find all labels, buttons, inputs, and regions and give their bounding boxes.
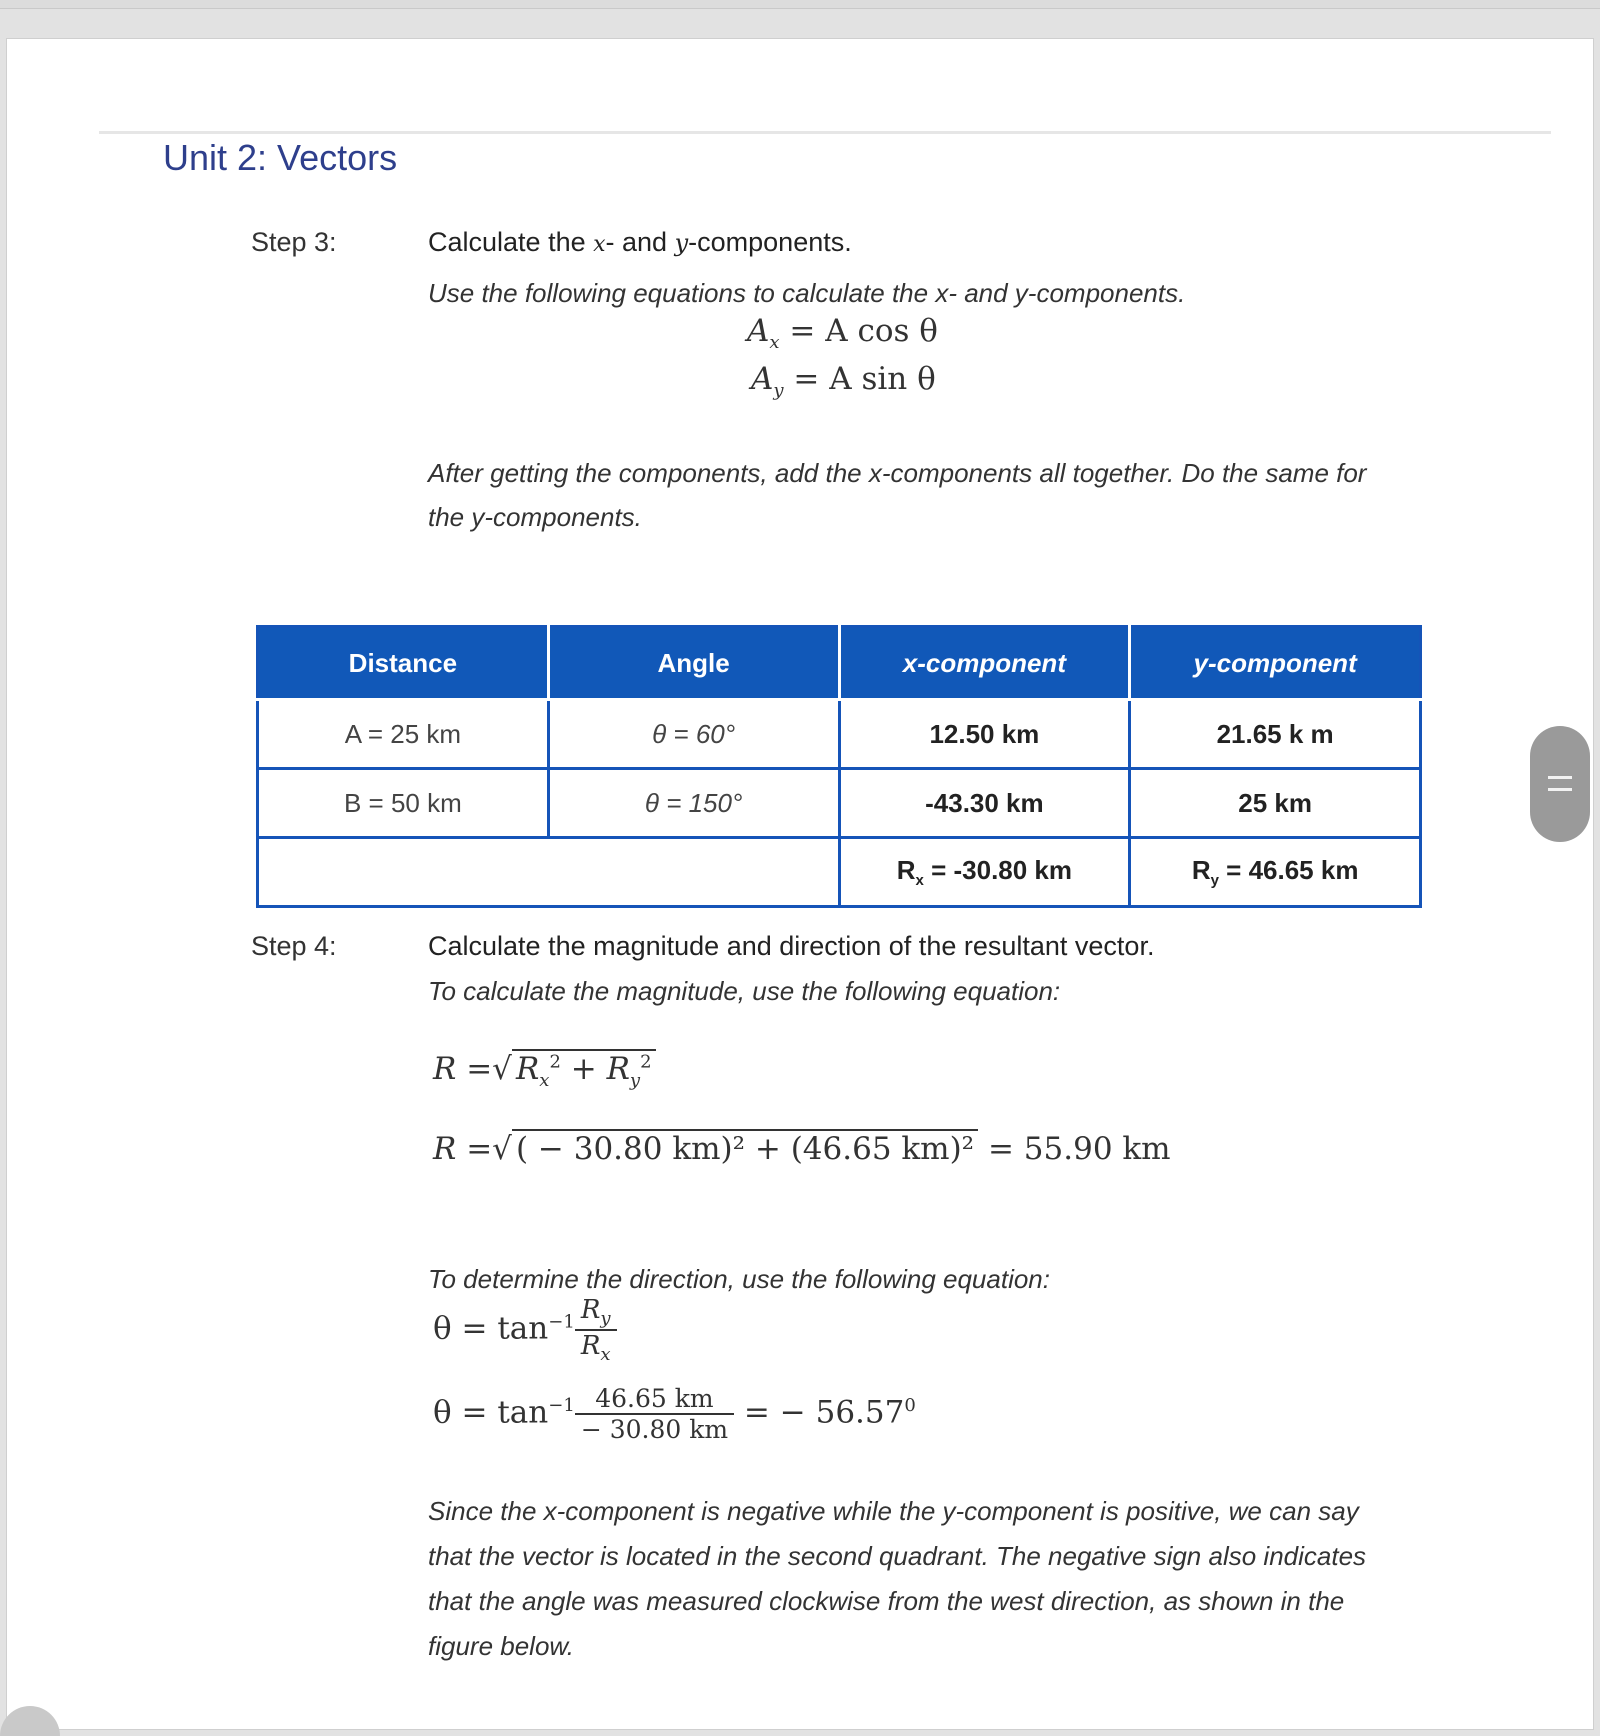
direction-formula: $\theta = \tan^{-1}$ $\frac{R_y}{R_x}$ (433, 1295, 617, 1365)
header-angle: Angle (548, 627, 839, 700)
grip-line-icon (1548, 776, 1572, 779)
equation-ax: $A_x = A$ cos θ (747, 313, 938, 354)
header-x-component: x-component (839, 627, 1130, 700)
header-rule (99, 131, 1551, 134)
table-row (258, 769, 1421, 838)
table-row (258, 700, 1421, 769)
magnitude-calculation: R =√ ( − 30.80 km)² + (46.65 km)² = 55.90 km (433, 1131, 1171, 1167)
cell-distance: A = 25 km (258, 700, 549, 769)
top-bar (0, 0, 1600, 9)
cell-y: 25 km (1130, 769, 1421, 838)
step3-after-line2: the y-components. (428, 502, 642, 532)
cell-x: 12.50 km (839, 700, 1130, 769)
magnitude-intro: To calculate the magnitude, use the following equation: (428, 976, 1061, 1006)
step4-heading: Calculate the magnitude and direction of the resultant vector. (428, 931, 1155, 961)
conclusion-line2: that the vector is located in the second quadrant. The negative sign also indicates (428, 1541, 1367, 1571)
cell-rx: $R_x = -30.80$ km (839, 838, 1130, 907)
step3-label: Step 3: (251, 227, 337, 257)
step3-after-line1: After getting the components, add the x-components all together. Do the same for (428, 458, 1367, 488)
cell-angle: θ = 150° (548, 769, 839, 838)
table-total-row (258, 838, 1421, 907)
magnitude-formula: R =√ $R_x^2 + R_y^2$ (433, 1049, 656, 1091)
cell-ry: $R_y = 46.65$ km (1130, 838, 1421, 907)
conclusion-line4: figure below. (428, 1631, 574, 1661)
conclusion-line3: that the angle was measured clockwise from the west direction, as shown in the (428, 1586, 1345, 1616)
cell-y: 21.65 k m (1130, 700, 1421, 769)
page-title: Unit 2: Vectors (163, 137, 398, 178)
cell-distance: B = 50 km (258, 769, 549, 838)
direction-intro: To determine the direction, use the following equation: (428, 1264, 1050, 1294)
cell-x: -43.30 km (839, 769, 1130, 838)
step4-label: Step 4: (251, 931, 337, 961)
cell-angle: θ = 60° (548, 700, 839, 769)
table-header-row (258, 627, 1421, 700)
equation-ay: $A_y = A$ sin θ (751, 361, 936, 402)
components-table (256, 625, 1422, 908)
header-distance: Distance (258, 627, 549, 700)
scroll-handle[interactable] (1530, 726, 1590, 842)
step3-instruction: Use the following equations to calculate the x- and y-components. (428, 278, 1186, 308)
cell-empty (258, 838, 840, 907)
conclusion-line1: Since the x-component is negative while the y-component is positive, we can say (428, 1496, 1359, 1526)
step3-heading: Calculate the x- and y-components. (428, 227, 852, 257)
direction-calculation: $\theta = \tan^{-1}$ $\frac{46.65 km}{- 30.80 km}$ = − $56.57^0$ (433, 1384, 916, 1444)
header-y-component: y-component (1130, 627, 1421, 700)
grip-line-icon (1548, 788, 1572, 791)
document-page (6, 38, 1594, 1730)
